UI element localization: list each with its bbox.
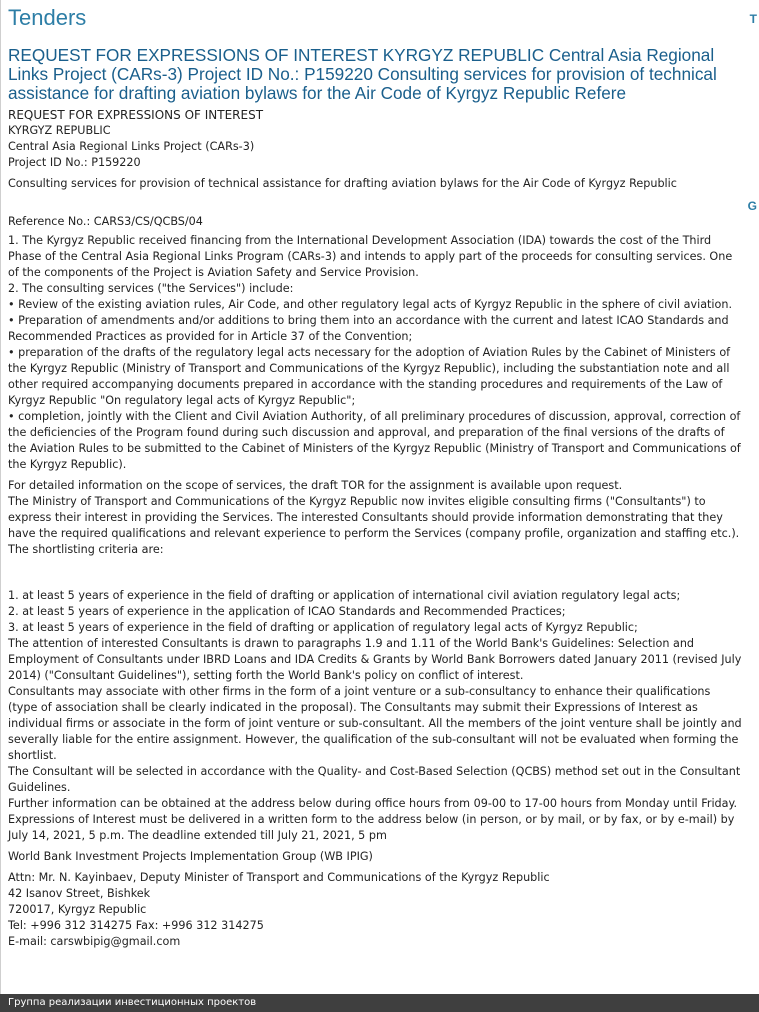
bullet-1: • Review of the existing aviation rules, Air Code, and other regulatory legal acts of Kyrgyz Republic in the sphere of civil aviation.	[8, 298, 733, 311]
criterion-1: 1. at least 5 years of experience in the field of drafting or application of international civil aviation regulatory legal acts;	[8, 589, 681, 602]
organization-line: World Bank Investment Projects Implementation Group (WB IPIG)	[8, 850, 373, 863]
article-headline[interactable]: REQUEST FOR EXPRESSIONS OF INTEREST KYRGYZ REPUBLIC Central Asia Regional Links Project (CARs-3) Project ID No.: P159220 Consulting services for provision of technical assistance for drafting aviation bylaws for the Air Code of Kyrgyz Republic Refere	[8, 45, 717, 103]
bullet-2: • Preparation of amendments and/or additions to bring them into an accordance with the current and latest ICAO Standards and Recommended Practices as provided for in Article 37 of the Convention;	[8, 314, 729, 343]
paragraph-3: For detailed information on the scope of services, the draft TOR for the assignment is available upon request.	[8, 479, 623, 492]
paragraph-2: 2. The consulting services ("the Services") include:	[8, 282, 294, 295]
project-line: Central Asia Regional Links Project (CARs-3)	[8, 140, 255, 153]
paragraph-6: Consultants may associate with other firms in the form of a joint venture or a sub-consultancy to enhance their qualifications (type of association shall be clearly indicated in the proposal). The Consultants may submit their Expressions of Interest as individual firms or associate in the form of joint venture or sub-consultant. All the members of the joint venture shall be jointly and severally liable for the entire assignment. However, the qualification of the sub-consultant will not be evaluated when forming the shortlist.	[8, 685, 742, 762]
bullet-4: • completion, jointly with the Client and Civil Aviation Authority, of all preliminary procedures of discussion, approval, correction of the deficiencies of the Program found during such discussion and approval, and preparation of the final versions of the drafts of the Aviation Rules to be submitted to the Cabinet of Ministers of the Kyrgyz Republic (Ministry of Transport and Communications of the Kyrgyz Republic).	[8, 410, 741, 471]
section-title: Tenders	[8, 5, 87, 30]
article-body	[8, 107, 743, 950]
project-id-line: Project ID No.: P159220	[8, 156, 141, 169]
paragraph-9: Expressions of Interest must be delivered in a written form to the address below (in person, or by mail, or by fax, or by e-mail) by July 14, 2021, 5 p.m. The deadline extended till July 21, 2021, 5 pm	[8, 813, 735, 842]
services-title: Consulting services for provision of technical assistance for drafting aviation bylaws for the Air Code of Kyrgyz Republic	[8, 177, 677, 190]
paragraph-8: Further information can be obtained at the address below during office hours from 09-00 to 17-00 hours from Monday until Friday.	[8, 797, 738, 810]
criterion-2: 2. at least 5 years of experience in the application of ICAO Standards and Recommended Practices;	[8, 605, 566, 618]
footer-bar	[0, 994, 759, 1012]
criterion-3: 3. at least 5 years of experience in the field of drafting or application of regulatory legal acts of Kyrgyz Republic;	[8, 621, 638, 634]
paragraph-1: 1. The Kyrgyz Republic received financing from the International Development Association (IDA) towards the cost of the Third Phase of the Central Asia Regional Links Program (CARs-3) and intends to apply part of the proceeds for consulting services. One of the components of the Project is Aviation Safety and Service Provision.	[8, 234, 733, 279]
postal-line: 720017, Kyrgyz Republic	[8, 903, 147, 916]
bullet-3: • preparation of the drafts of the regulatory legal acts necessary for the adoption of Aviation Rules by the Cabinet of Ministers of the Kyrgyz Republic (Ministry of Transport and Communications of the Kyrgyz Republic), including the substantiation note and all other required accompanying documents prepared in accordance with the standing procedures and requirements of the Law of Kyrgyz Republic "On regulatory legal acts of Kyrgyz Republic";	[8, 346, 731, 407]
main-content	[8, 0, 743, 950]
spacer	[8, 558, 743, 588]
left-border	[0, 0, 1, 994]
phone-fax-line: Tel: +996 312 314275 Fax: +996 312 314275	[8, 919, 264, 932]
paragraph-7: The Consultant will be selected in accordance with the Quality- and Cost-Based Selection (QCBS) method set out in the Consultant Guidelines.	[8, 765, 741, 794]
country-line: KYRGYZ REPUBLIC	[8, 124, 111, 137]
footer-text[interactable]: Группа реализации инвестиционных проектов	[8, 997, 257, 1008]
paragraph-5: The attention of interested Consultants is drawn to paragraphs 1.9 and 1.11 of the World Bank's Guidelines: Selection and Employment of Consultants under IBRD Loans and IDA Credits & Grants by World Bank Borrowers dated January 2011 (revised July 2014) ("Consultant Guidelines"), setting forth the World Bank's policy on conflict of interest.	[8, 637, 742, 682]
sidebar-heading-fragment-g: G	[747, 199, 757, 213]
street-line: 42 Isanov Street, Bishkek	[8, 887, 151, 900]
request-title: REQUEST FOR EXPRESSIONS OF INTEREST	[8, 108, 264, 122]
reference-line: Reference No.: CARS3/CS/QCBS/04	[8, 215, 203, 228]
paragraph-4: The Ministry of Transport and Communications of the Kyrgyz Republic now invites eligible consulting firms ("Consultants") to express their interest in providing the Services. The interested Consultants should provide information demonstrating that they have the required qualifications and relevant experience to perform the Services (company profile, organization and staffing etc.). The shortlisting criteria are:	[8, 495, 740, 556]
attention-line: Attn: Mr. N. Kayinbaev, Deputy Minister of Transport and Communications of the Kyrgyz Republic	[8, 871, 550, 884]
email-line[interactable]: E-mail: carswbipig@gmail.com	[8, 935, 181, 948]
sidebar-heading-fragment-t: T	[749, 12, 757, 26]
